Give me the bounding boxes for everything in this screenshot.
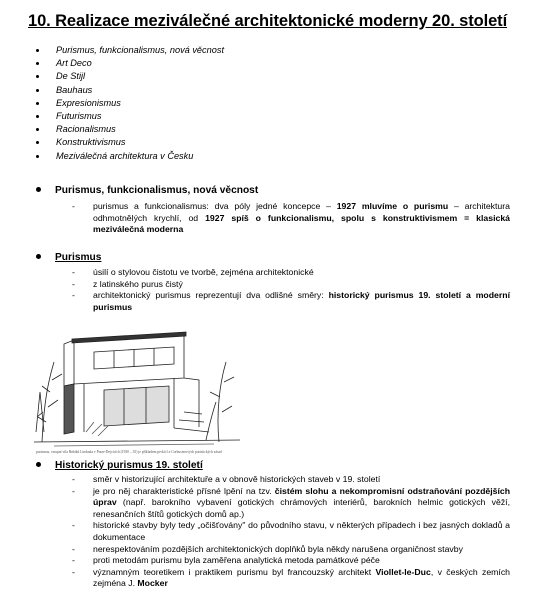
- text-segment: významným teoretikem i praktikem purismu byl francouzský architekt: [93, 566, 376, 577]
- toc-item: De Stijl: [0, 70, 224, 83]
- toc-item: Meziválečná architektura v Česku: [0, 150, 224, 163]
- section1-list: [0, 201, 510, 236]
- text-segment: architektonický purismus reprezentují dva odlišné směry:: [93, 290, 329, 301]
- list-item: [0, 567, 510, 590]
- bullet-icon: [36, 462, 41, 467]
- toc-item: Futurismus: [0, 110, 224, 123]
- toc-item: Purismus, funkcionalismus, nová věcnost: [0, 44, 224, 57]
- table-of-contents: [0, 44, 224, 163]
- section-heading-text: Purismus: [55, 252, 102, 263]
- list-item: - úsilí o stylovou čistotu ve tvorbě, zejména architektonické: [0, 267, 510, 279]
- toc-item: Bauhaus: [0, 84, 224, 97]
- list-item: [0, 486, 510, 521]
- section-heading-text: Historický purismus 19. století: [55, 460, 203, 471]
- page-title: 10. Realizace meziválečné architektonické moderny 20. století: [28, 12, 508, 30]
- section-heading-text: Purismus, funkcionalismus, nová věcnost: [55, 185, 259, 196]
- text-bold: Viollet-le-Duc: [375, 566, 431, 577]
- text-segment: , v českých zemích zejména J.: [93, 566, 510, 589]
- toc-item: Konstruktivismus: [0, 136, 224, 149]
- list-item: - nerespektováním pozdějších architektonických doplňků byla někdy narušena organičnost stavby: [0, 544, 510, 556]
- text-segment: je pro něj charakteristické přísné lpění na tzv.: [93, 485, 275, 496]
- list-item: - proti metodám purismu byla zaměřena analytická metoda památkové péče: [0, 555, 510, 567]
- list-item: [0, 201, 510, 236]
- list-item: - z latinského purus čistý: [0, 279, 510, 291]
- toc-item: Expresionismus: [0, 97, 224, 110]
- toc-item: Art Deco: [0, 57, 224, 70]
- section2-list: [0, 267, 510, 313]
- text-bold: 1927 spíš o funkcionalismu, spolu s konstruktivismem = klasická meziválečná moderna: [93, 212, 510, 235]
- toc-item: Racionalismus: [0, 123, 224, 136]
- text-segment: – architektura odhmotnělých krychlí, od: [93, 201, 510, 223]
- text-segment: purismus a funkcionalismus: dva póly jedné koncepce –: [93, 201, 337, 211]
- section-heading-historicky-purismus: [36, 460, 203, 471]
- text-bold: Mocker: [137, 578, 168, 589]
- list-item: - směr v historizující architektuře a v obnově historických staveb v 19. století: [0, 474, 510, 486]
- text-bold: čistém slohu a nekompromisní odstraňování pozdějších úprav: [93, 485, 510, 508]
- section3-list: [0, 474, 510, 590]
- text-bold: 1927 mluvíme o purismu: [336, 201, 449, 211]
- bullet-icon: [36, 187, 41, 192]
- figure-caption: purismus, vstupní vila Brňáků Lindaula v Praze-Dejvicích (1930 – 35) je příkladem prvků Le Corbusierových puristických zásad: [36, 450, 222, 454]
- text-bold: historický purismus 19. století a moderní purismus: [93, 290, 510, 312]
- bullet-icon: [36, 254, 41, 259]
- section-heading-purismus: [36, 252, 101, 263]
- list-item: [0, 290, 510, 313]
- list-item: - historické stavby byly tedy „očišťovány" do původního stavu, v některých případech i bez jasných dokladů a dokumentace: [0, 520, 510, 543]
- villa-sketch-image: [34, 322, 240, 462]
- section-heading-purismus-funkcionalismus: [36, 185, 258, 196]
- text-segment: (např. barokního vybavení gotických chrámových interiérů, barokních helmic gotických věží, renesančních štítů gotických domů ap.): [93, 497, 510, 519]
